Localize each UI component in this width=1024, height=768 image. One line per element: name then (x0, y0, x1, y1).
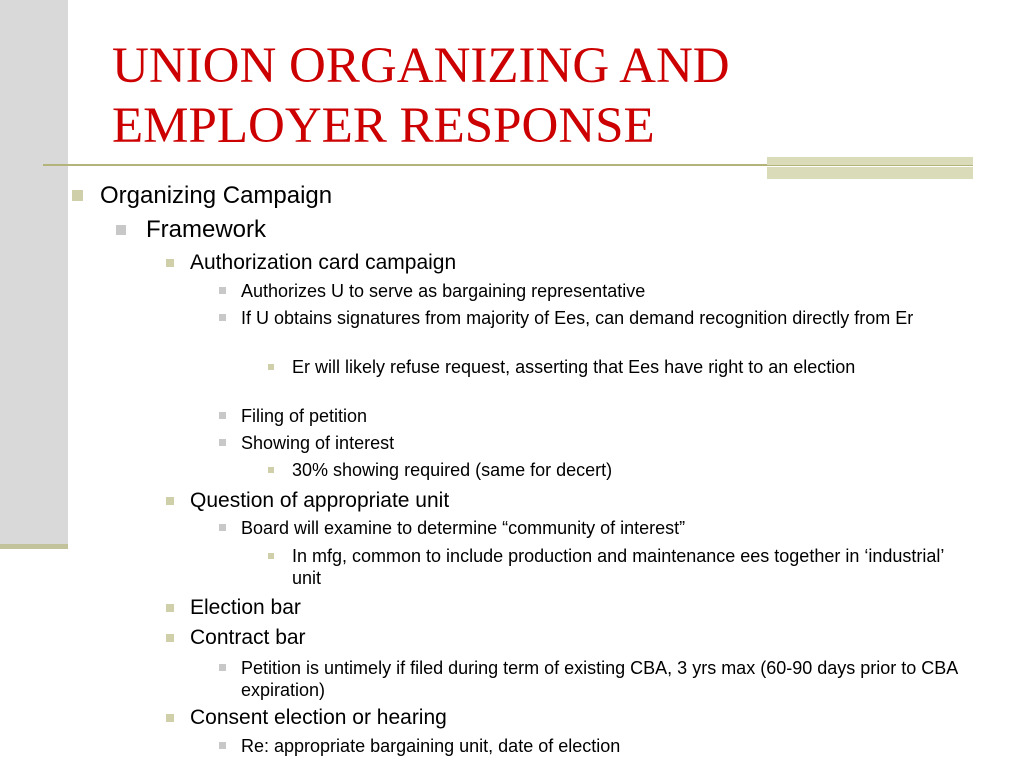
bullet-item-level-1 (100, 182, 980, 210)
bullet-item-level-2 (146, 216, 976, 244)
bullet-square-icon (166, 497, 174, 505)
bullet-square-icon (268, 364, 274, 370)
bullet-text: Authorizes U to serve as bargaining representative (241, 281, 646, 301)
bullet-item-level-4 (241, 432, 961, 454)
bullet-item-level-5 (292, 545, 952, 589)
bullet-text: Re: appropriate bargaining unit, date of election (241, 736, 621, 756)
bullet-square-icon (219, 314, 226, 321)
bullet-square-icon (219, 742, 226, 749)
slide-title-line-1: UNION ORGANIZING AND (112, 38, 730, 94)
bullet-text: Petition is untimely if filed during term of existing CBA, 3 yrs max (60-90 days prior to CBA expiration) (241, 658, 958, 700)
bullet-item-level-5 (292, 459, 952, 481)
bullet-item-level-3 (190, 625, 970, 650)
bullet-text: Consent election or hearing (190, 706, 447, 729)
bullet-text: Filing of petition (241, 406, 368, 426)
bullet-square-icon (116, 225, 126, 235)
bullet-item-level-4 (241, 735, 961, 757)
bullet-text: In mfg, common to include production and maintenance ees together in ‘industrial’ unit (292, 546, 944, 588)
bullet-item-level-3 (190, 705, 970, 730)
bullet-square-icon (268, 553, 274, 559)
bullet-item-level-4 (241, 517, 961, 539)
bullet-text: Board will examine to determine “community of interest” (241, 518, 686, 538)
bullet-item-level-3 (190, 488, 970, 513)
bullet-square-icon (166, 634, 174, 642)
bullet-item-level-3 (190, 595, 970, 620)
slide-title-line-2: EMPLOYER RESPONSE (112, 98, 655, 154)
bullet-text: If U obtains signatures from majority of Ees, can demand recognition directly from Er (241, 308, 914, 328)
bullet-item-level-3 (190, 250, 970, 275)
bullet-text: 30% showing required (same for decert) (292, 460, 613, 480)
bullet-square-icon (166, 604, 174, 612)
bullet-square-icon (72, 190, 83, 201)
bullet-square-icon (166, 714, 174, 722)
bullet-square-icon (219, 412, 226, 419)
bullet-text: Framework (146, 216, 267, 243)
bullet-square-icon (219, 524, 226, 531)
bullet-item-level-4 (241, 307, 961, 329)
bullet-text: Contract bar (190, 626, 306, 649)
bullet-square-icon (219, 439, 226, 446)
bullet-text: Er will likely refuse request, asserting that Ees have right to an election (292, 357, 856, 377)
bullet-item-level-4 (241, 657, 961, 701)
bullet-square-icon (268, 467, 274, 473)
bullet-text: Showing of interest (241, 433, 395, 453)
bullet-square-icon (219, 664, 226, 671)
bullet-square-icon (166, 259, 174, 267)
bullet-text: Authorization card campaign (190, 251, 457, 274)
bullet-item-level-4 (241, 280, 961, 302)
bullet-text: Organizing Campaign (100, 182, 333, 209)
bullet-square-icon (219, 287, 226, 294)
bullet-item-level-4 (241, 405, 961, 427)
bullet-text: Election bar (190, 596, 301, 619)
bullet-text: Question of appropriate unit (190, 489, 450, 512)
bullet-item-level-5 (292, 356, 952, 378)
